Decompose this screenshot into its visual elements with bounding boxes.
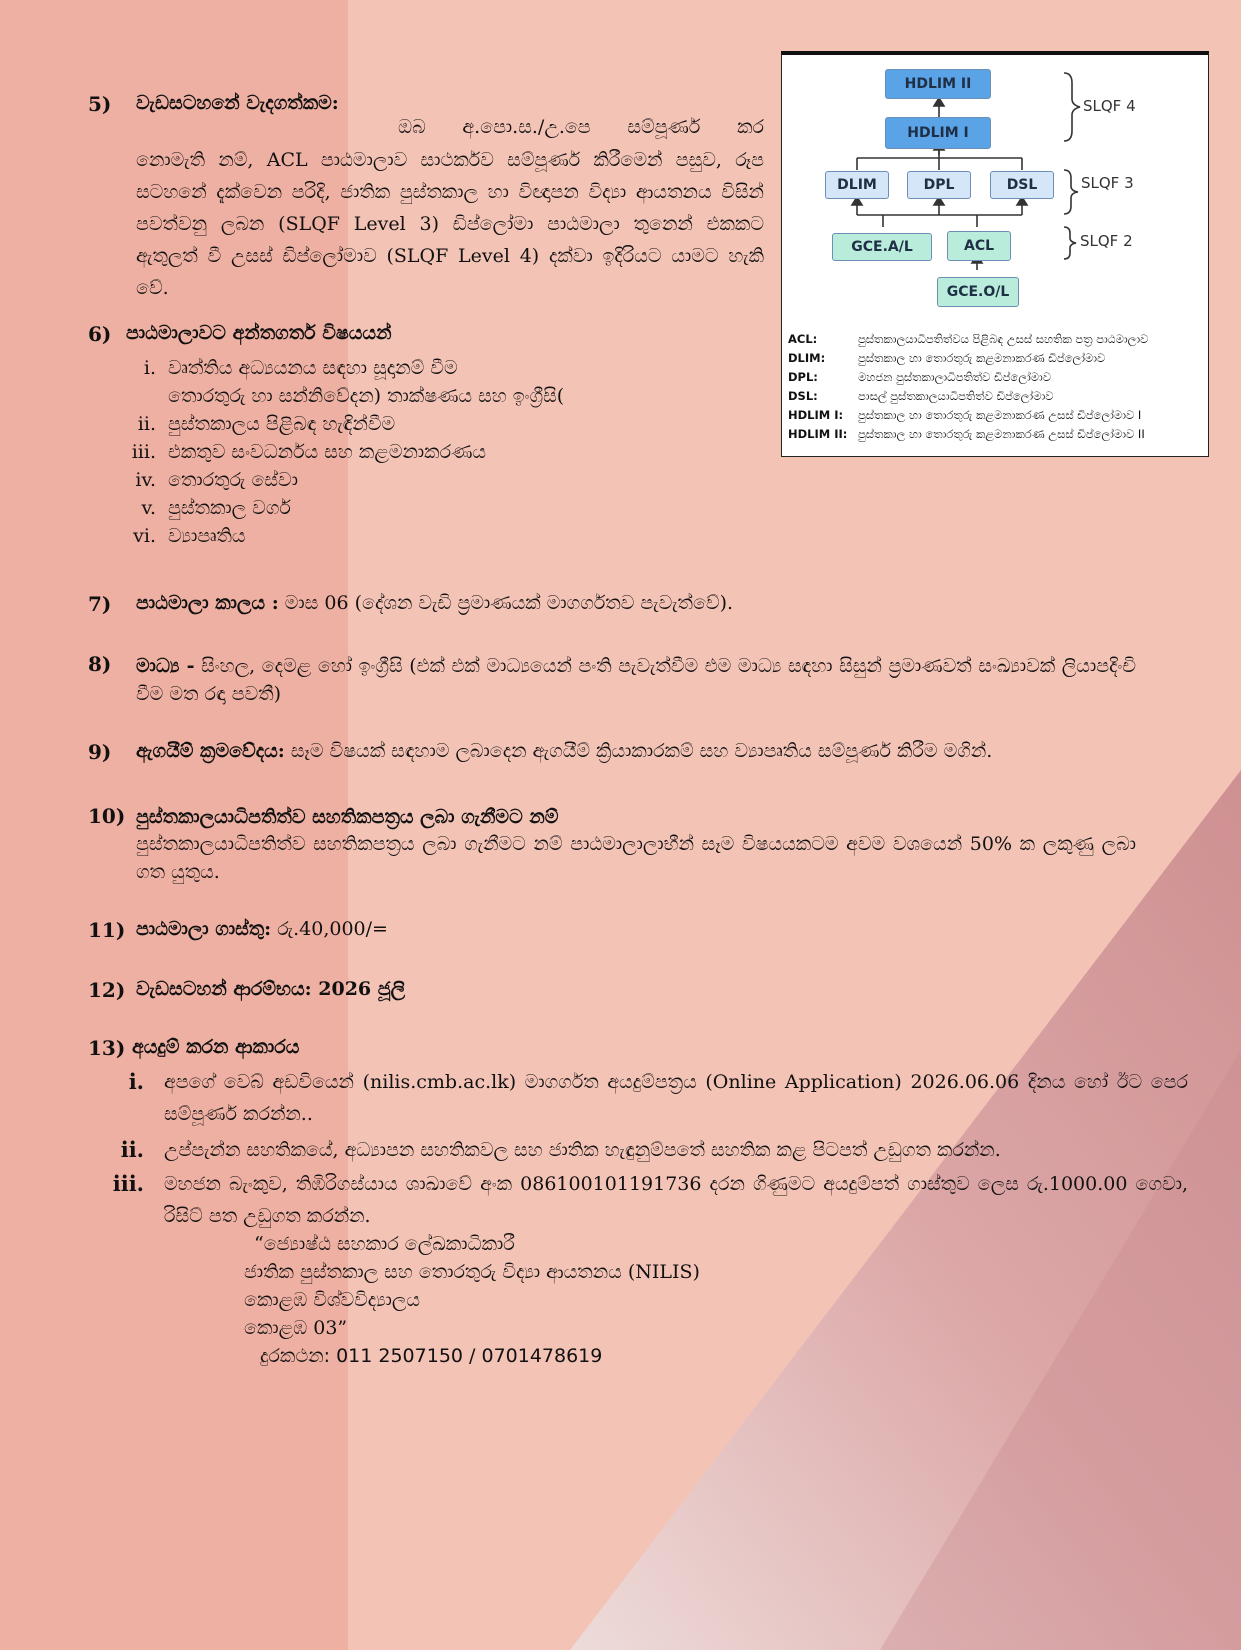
box-gce-al: GCE.A/L (832, 233, 932, 261)
section-number: 13) (88, 1036, 126, 1060)
label-slqf-4: SLQF 4 (1083, 97, 1136, 115)
section-heading: පාඨමාලාවට අන්තගර්ත විෂයයන් (126, 322, 392, 344)
section-heading: වැඩසටහන් ආරම්භය: 2026 ජූලි (136, 978, 406, 1000)
box-hdlim-ii: HDLIM II (885, 69, 991, 99)
section-heading: පාඨමාලා කාලය : (136, 592, 279, 614)
section-body: නොමැති නම්, ACL පාඨමාලාව සාථර්කව සම්පූණර් කිරීමෙන් පසුව, රූප සටහනේ දැක්වෙන පරිදි, ජාතික පුස්තකාල හා විඥාපන විද්‍යා ආයතනය විසින් පවත්වනු ලබන (SLQF Level 3) ඩිප්ලෝමා පාඨමාලා තුනෙන් එකකට ඇතුලත් වී උසස් ඩිප්ලෝමාව (SLQF Level 4) දක්වා ඉදිරියට යාමට හැකි වේ. (136, 149, 764, 299)
box-gce-ol: GCE.O/L (937, 277, 1019, 307)
section-body: රු.40,000/= (271, 918, 388, 940)
legend-row: DPL: මහජන පුස්තකාලාධිපතිත්ව ඩිප්ලෝමාව (788, 370, 1052, 384)
legend-row: ACL: පුස්තකාලයාධිපතිත්වය පිළිබඳ උසස් සහතික පත්‍ර පාඨමාලාව (788, 332, 1149, 346)
box-dlim: DLIM (825, 171, 889, 199)
application-steps (110, 1066, 1188, 1232)
phone-number: දුරකථන: 011 2507150 / 0701478619 (260, 1345, 603, 1367)
section-body: පුස්තකාලයාධිපතිත්ව සහතිකපත්‍රය ලබා ගැනීමට නම් පාඨමාලාලාභීන් සෑම විෂයයකටම අවම වශයෙන් 50% ක ලකුණු ලබා ගත යුතුය. (136, 833, 1136, 883)
address-block (244, 1230, 700, 1370)
legend-row: HDLIM I: පුස්තකාල හා තොරතුරු කළමනාකරණ උසස් ඩිප්ලෝමාව I (788, 408, 1142, 422)
address-line: ජාතික පුස්තකාල සහ තොරතුරු විද්‍යා ආයතනය (NILIS) (244, 1261, 700, 1283)
section-number: 12) (88, 978, 126, 1002)
section-heading: පුස්තකාලයාධිපතිත්ව සහතිකපත්‍රය ලබා ගැනීමට නම් (136, 806, 559, 828)
legend-row: DLIM: පුස්තකාල හා තොරතුරු කළමනාකරණ ඩිප්ලෝමාව (788, 351, 1106, 365)
section-heading: අයදුම් කරන ආකාරය (132, 1036, 300, 1058)
label-slqf-3: SLQF 3 (1081, 174, 1134, 192)
box-hdlim-i: HDLIM I (885, 117, 991, 149)
section-text-line: ඔබ අ.පො.ස./උ.පෙ සම්පූණර් කර (398, 116, 764, 138)
section-number: 9) (88, 740, 112, 764)
slqf-pathway-diagram (781, 51, 1209, 457)
address-line: කොළඹ 03” (244, 1317, 348, 1339)
address-line: කොළඹ විශ්වවිද්‍යාලය (244, 1289, 421, 1311)
box-dpl: DPL (907, 171, 971, 199)
section-number: 10) (88, 804, 126, 828)
section-heading: මාධ්‍ය - (136, 655, 195, 677)
list-item: i. අපගේ වෙබ් අඩවියෙන් (nilis.cmb.ac.lk) මාගර්ගත අයදුම්පත්‍රය (Online Application) 2026.06.06 දිනය හෝ ඊට පෙර සම්පූණර් කරන්න.. (128, 1069, 1188, 1125)
box-dsl: DSL (990, 171, 1054, 199)
diagram-legend (788, 330, 1202, 444)
section-heading: වැඩසටහනේ වැදගත්කම: (136, 92, 339, 114)
section-number: 8) (88, 652, 112, 676)
legend-row: HDLIM II: පුස්තකාල හා තොරතුරු කළමනාකරණ උසස් ඩිප්ලෝමාව II (788, 427, 1145, 441)
box-acl: ACL (947, 231, 1011, 261)
section-number: 5) (88, 92, 112, 116)
list-item: ii. උප්පැන්න සහතිකයේ, අධ්‍යාපන සහතිකවල සහ ජාතික හැඳුනුම්පතේ සහතික කළ පිටපත් උඩුගත කරන්න. (120, 1137, 1001, 1162)
section-body: සෑම විෂයක් සඳහාම ලබාදෙන ඇගයීම් ක්‍රියාකාරකම් සහ ව්‍යාපෘතිය සම්පූණර් කිරීම මගින්. (284, 740, 993, 762)
section-heading: ඇගයීම් ක්‍රමවේදය: (136, 740, 285, 762)
section-heading: පාඨමාලා ගාස්තු: (136, 918, 272, 940)
label-slqf-2: SLQF 2 (1080, 232, 1133, 250)
section-body: මාස 06 (දේශන වැඩි ප්‍රමාණයක් මාගර්ගතව පැවැත්වේ). (278, 592, 734, 614)
section-number: 7) (88, 592, 112, 616)
legend-row: DSL: පාසල් පුස්තකාලයාධිපතිත්ව ඩිප්ලෝමාව (788, 389, 1054, 403)
section-number: 11) (88, 918, 126, 942)
list-item: iii. මහජන බැංකුව, තිඹිරිගස්යාය ශාඛාවේ අංක 086100101191736 දරන ගිණුමට අයදුම්පත් ගාස්තුව ලෙස රු.1000.00 ගෙවා, රිසිට් පත උඩුගත කරන්න. (112, 1171, 1188, 1227)
address-line: “ජ්‍යොෂ්ඨ සහකාර ලේඛකාධිකාරී (254, 1233, 515, 1255)
section-number: 6) (88, 322, 112, 346)
section-body: සිංහල, දෙමළ හෝ ඉංග්‍රීසි (එක් එක් මාධ්‍යයෙන් පංති පැවැත්වීම එම මාධ්‍ය සඳහා සිසුන් ප්‍රමාණවත් සංඛ්‍යාවක් ලියාපදිංචි වීම මත රඳා පවතී) (136, 655, 1136, 705)
